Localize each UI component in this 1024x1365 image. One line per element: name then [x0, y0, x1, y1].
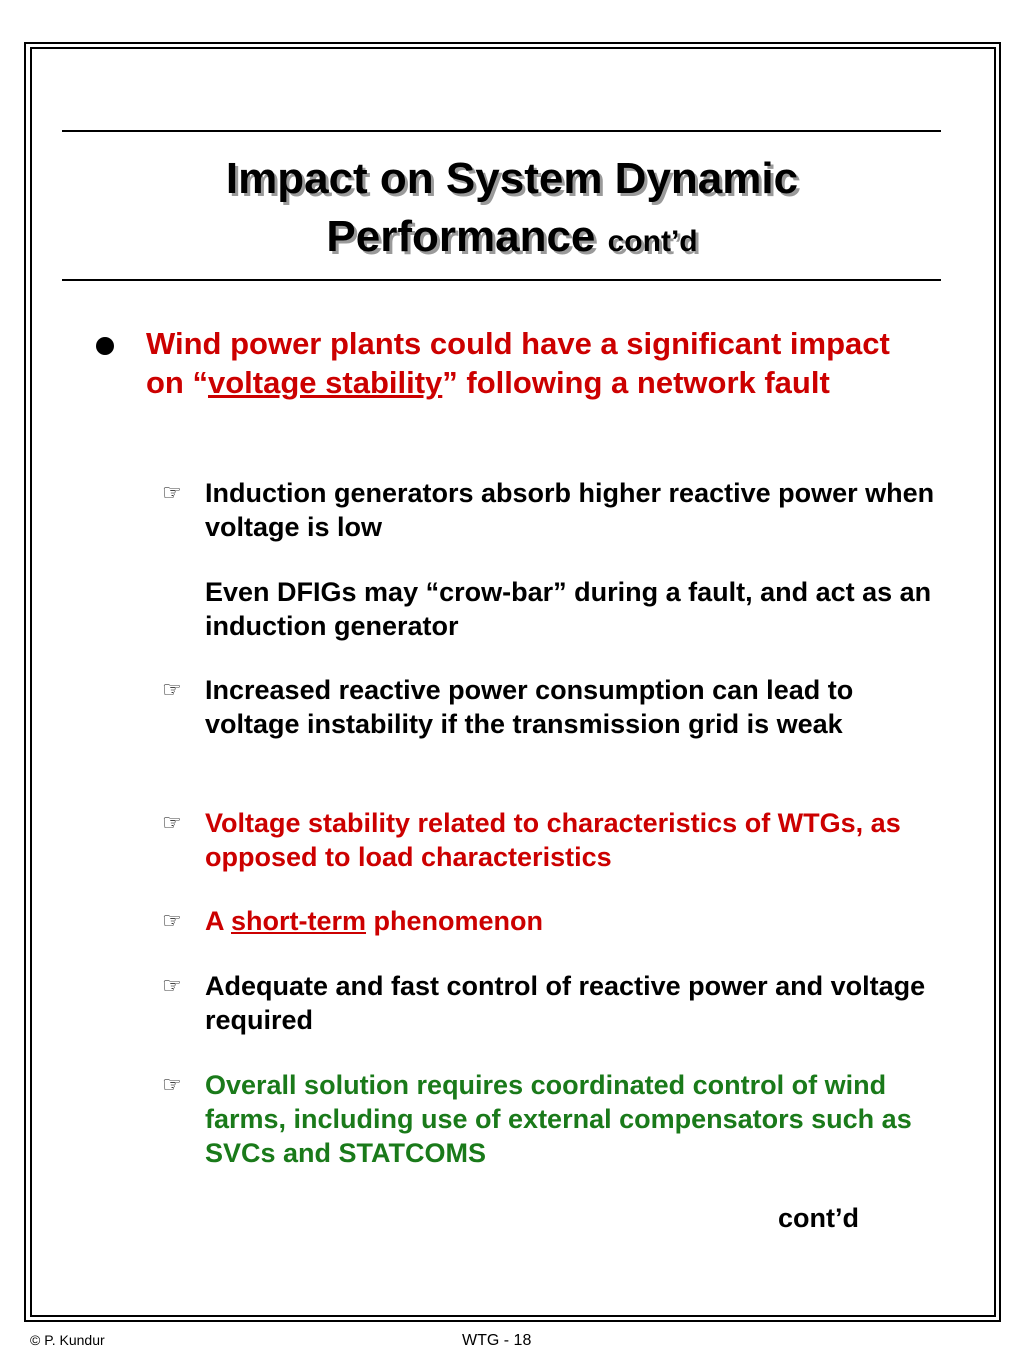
title-rule-top [62, 130, 941, 132]
title-line-1: Impact on System Dynamic [225, 154, 799, 203]
sub-bullet-7 [162, 1068, 942, 1170]
sub-bullet-4 [162, 806, 942, 874]
pointing-hand-icon: ☞ [162, 810, 182, 835]
sub-bullet-prefix: A [205, 906, 231, 936]
pointing-hand-icon: ☞ [162, 1072, 182, 1097]
sub-bullet-suffix: phenomenon [366, 906, 544, 936]
title-rule-bottom [62, 279, 941, 281]
sub-bullet-text: Increased reactive power consumption can lead to voltage instability if the transmission grid is weak [205, 675, 854, 739]
sub-bullet-3 [162, 673, 942, 741]
title-suffix: cont’d [607, 225, 698, 258]
pointing-hand-icon: ☞ [162, 677, 182, 702]
sub-bullet-1 [162, 476, 942, 544]
main-bullet-underlined: voltage stability [208, 365, 443, 400]
main-bullet-part1: Wind power plants could have a significant impact on “ [146, 326, 890, 400]
filled-circle-icon [96, 337, 114, 355]
continued-label: cont’d [778, 1203, 859, 1233]
sub-bullet-2 [162, 575, 942, 643]
sub-bullet-text: Adequate and fast control of reactive power and voltage required [205, 971, 926, 1035]
page-title [62, 150, 962, 271]
title-main: Performance [326, 212, 596, 261]
pointing-hand-icon: ☞ [162, 973, 182, 998]
sub-bullet-text: Induction generators absorb higher reactive power when voltage is low [205, 478, 935, 542]
sub-bullet-text: Voltage stability related to characteristics of WTGs, as opposed to load characteristics [205, 808, 901, 872]
sub-bullet-text: Even DFIGs may “crow-bar” during a fault, and act as an induction generator [205, 577, 932, 641]
sub-bullet-underlined: short-term [231, 906, 367, 936]
pointing-hand-icon: ☞ [162, 480, 182, 505]
sub-bullet-5 [162, 904, 942, 938]
sub-bullet-text [205, 904, 942, 938]
footer-copyright: © P. Kundur [30, 1332, 105, 1348]
main-bullet-text [146, 324, 936, 402]
main-bullet-part2: ” following a network fault [442, 365, 830, 400]
sub-bullet-6 [162, 969, 942, 1037]
sub-bullet-text: Overall solution requires coordinated control of wind farms, including use of external compensators such as SVCs and STATCOMS [205, 1070, 912, 1168]
title-line-2 [62, 208, 962, 271]
footer-page-number: WTG - 18 [462, 1332, 532, 1349]
pointing-hand-icon: ☞ [162, 908, 182, 933]
main-bullet [96, 324, 936, 402]
